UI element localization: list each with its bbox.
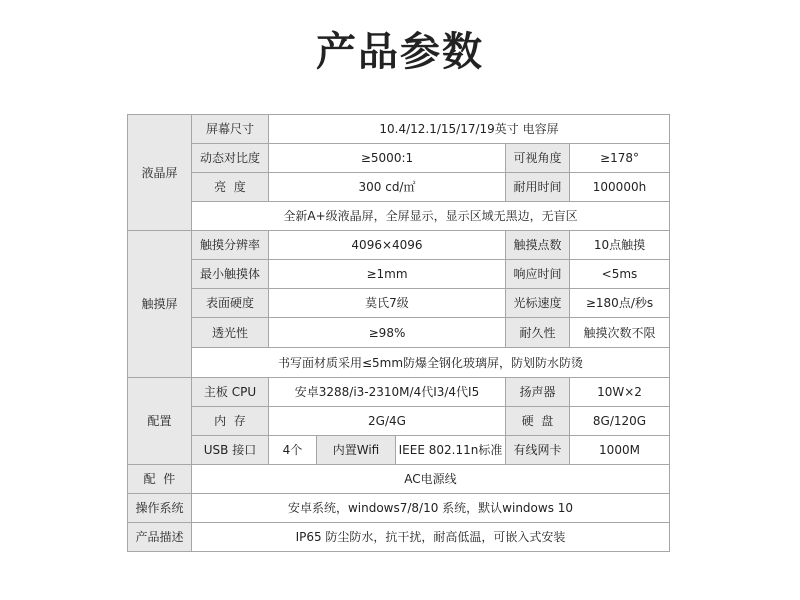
label-transmittance: 透光性	[192, 318, 269, 348]
label-brightness: 亮 度	[192, 173, 269, 202]
value-accessory: AC电源线	[192, 465, 670, 494]
label-view-angle: 可视角度	[506, 144, 570, 173]
label-cursor-speed: 光标速度	[506, 289, 570, 318]
table-row	[128, 144, 670, 173]
table-row	[128, 348, 670, 378]
label-contrast: 动态对比度	[192, 144, 269, 173]
table-row	[128, 289, 670, 318]
value-transmittance: ≥98%	[269, 318, 506, 348]
value-os: 安卓系统，windows7/8/10 系统，默认windows 10	[192, 494, 670, 523]
value-view-angle: ≥178°	[570, 144, 670, 173]
table-row	[128, 318, 670, 348]
label-min-touch-body: 最小触摸体	[192, 260, 269, 289]
note-lcd: 全新A+级液晶屏，全屏显示，显示区域无黑边，无盲区	[192, 202, 670, 231]
label-usb: USB 接口	[192, 436, 269, 465]
value-wifi: IEEE 802.11n标准	[396, 436, 506, 465]
table-row	[128, 115, 670, 144]
table-row	[128, 523, 670, 552]
label-board-cpu: 主板 CPU	[192, 378, 269, 407]
table-row	[128, 202, 670, 231]
value-response-time: <5ms	[570, 260, 670, 289]
label-durability: 耐久性	[506, 318, 570, 348]
spec-table	[127, 114, 670, 552]
table-row	[128, 494, 670, 523]
page-title: 产品参数	[316, 29, 484, 75]
table-row	[128, 436, 670, 465]
value-brightness: 300 cd/㎡	[269, 173, 506, 202]
label-touch-resolution: 触摸分辨率	[192, 231, 269, 260]
category-description: 产品描述	[128, 523, 192, 552]
category-accessory: 配 件	[128, 465, 192, 494]
category-config: 配置	[128, 378, 192, 465]
value-speaker: 10W×2	[570, 378, 670, 407]
note-touch: 书写面材质采用≤5mm防爆全钢化玻璃屏，防划防水防烫	[192, 348, 670, 378]
value-durability: 触摸次数不限	[570, 318, 670, 348]
value-hard-disk: 8G/120G	[570, 407, 670, 436]
label-screen-size: 屏幕尺寸	[192, 115, 269, 144]
value-lifetime: 100000h	[570, 173, 670, 202]
category-os: 操作系统	[128, 494, 192, 523]
table-row	[128, 378, 670, 407]
label-response-time: 响应时间	[506, 260, 570, 289]
category-touch: 触摸屏	[128, 231, 192, 378]
value-surface-hardness: 莫氏7级	[269, 289, 506, 318]
value-description: IP65 防尘防水，抗干扰，耐高低温，可嵌入式安装	[192, 523, 670, 552]
label-memory: 内 存	[192, 407, 269, 436]
label-speaker: 扬声器	[506, 378, 570, 407]
value-screen-size: 10.4/12.1/15/17/19英寸 电容屏	[269, 115, 670, 144]
label-lan: 有线网卡	[506, 436, 570, 465]
table-row	[128, 231, 670, 260]
label-lifetime: 耐用时间	[506, 173, 570, 202]
value-memory: 2G/4G	[269, 407, 506, 436]
label-surface-hardness: 表面硬度	[192, 289, 269, 318]
value-cursor-speed: ≥180点/秒s	[570, 289, 670, 318]
label-touch-points: 触摸点数	[506, 231, 570, 260]
value-lan: 1000M	[570, 436, 670, 465]
value-usb: 4个	[269, 436, 317, 465]
label-hard-disk: 硬 盘	[506, 407, 570, 436]
value-min-touch-body: ≥1mm	[269, 260, 506, 289]
category-lcd: 液晶屏	[128, 115, 192, 231]
table-row	[128, 465, 670, 494]
table-row	[128, 260, 670, 289]
value-board-cpu: 安卓3288/i3-2310M/4代I3/4代I5	[269, 378, 506, 407]
table-row	[128, 407, 670, 436]
value-touch-points: 10点触摸	[570, 231, 670, 260]
label-wifi: 内置Wifi	[317, 436, 396, 465]
table-row	[128, 173, 670, 202]
value-touch-resolution: 4096×4096	[269, 231, 506, 260]
value-contrast: ≥5000:1	[269, 144, 506, 173]
